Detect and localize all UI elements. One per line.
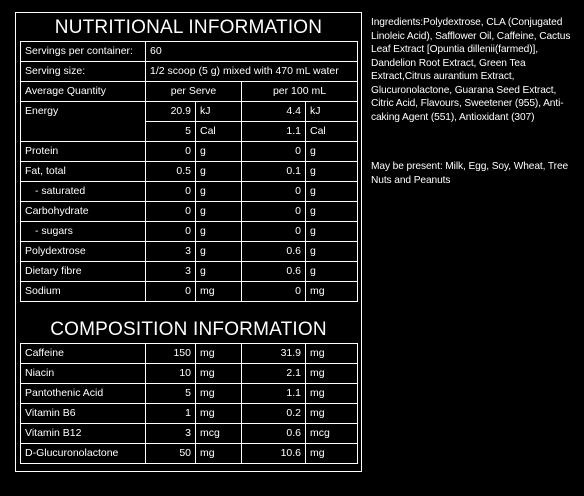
nutrient-serve: 3 (146, 242, 196, 262)
compound-per100: 10.6 (242, 444, 306, 464)
nutrient-label: - sugars (21, 222, 146, 242)
compound-label: Pantothenic Acid (21, 384, 146, 404)
compound-per100: 0.2 (242, 404, 306, 424)
nutrient-per100: 0 (242, 222, 306, 242)
nutrient-unit: g (196, 142, 242, 162)
compound-per100: 2.1 (242, 364, 306, 384)
compound-unit: mg (196, 384, 242, 404)
table-row (21, 344, 358, 364)
compound-label: D-Glucuronolactone (21, 444, 146, 464)
nutrition-title: NUTRITIONAL INFORMATION (54, 17, 323, 38)
compound-unit-100: mg (306, 404, 358, 424)
table-row (21, 202, 358, 222)
nutrient-unit-100: g (306, 182, 358, 202)
energy-cal-unit: Cal (196, 122, 242, 142)
compound-serve: 50 (146, 444, 196, 464)
header-row (21, 82, 358, 102)
nutrient-unit-100: mg (306, 282, 358, 302)
nutrient-serve: 0 (146, 202, 196, 222)
nutrient-unit: g (196, 182, 242, 202)
compound-label: Niacin (21, 364, 146, 384)
nutrient-unit-100: g (306, 222, 358, 242)
nutrient-per100: 0 (242, 282, 306, 302)
nutrient-per100: 0 (242, 202, 306, 222)
compound-serve: 1 (146, 404, 196, 424)
nutrient-unit-100: g (306, 202, 358, 222)
energy-kj-unit: kJ (196, 102, 242, 122)
table-row (21, 242, 358, 262)
nutrient-per100: 0 (242, 182, 306, 202)
compound-unit-100: mg (306, 344, 358, 364)
table-row (21, 384, 358, 404)
energy-cal-unit-100: Cal (306, 122, 358, 142)
ingredients-text: Ingredients:Polydextrose, CLA (Conjugated Linoleic Acid), Safflower Oil, Caffeine, Cactus Leaf Extract [Opuntia dillenii(farmed)], Dandelion Root Extract, Green Tea Extract,Citrus aurantium Extract, Glucuronolactone, Guarana Seed Extract, Citric Acid, Flavours, Sweetener (955), Anti-caking Agent (551), Antioxidant (307) (371, 17, 571, 123)
servings-label: Servings per container: (21, 42, 146, 62)
servings-value: 60 (146, 42, 358, 62)
nutrient-unit: g (196, 262, 242, 282)
serving-size-label: Serving size: (21, 62, 146, 82)
compound-unit: mg (196, 344, 242, 364)
servings-row (21, 42, 358, 62)
nutrient-label: Sodium (21, 282, 146, 302)
table-row (21, 364, 358, 384)
energy-cal-100: 1.1 (242, 122, 306, 142)
nutrient-serve: 0 (146, 182, 196, 202)
composition-table (20, 343, 358, 464)
table-row (21, 404, 358, 424)
energy-label: Energy (21, 102, 146, 142)
table-row (21, 424, 358, 444)
nutrient-label: Carbohydrate (21, 202, 146, 222)
compound-unit: mg (196, 404, 242, 424)
nutrient-label: Protein (21, 142, 146, 162)
nutrition-table (20, 41, 358, 302)
per-100-header: per 100 mL (242, 82, 358, 102)
compound-unit-100: mg (306, 384, 358, 404)
energy-kj-unit-100: kJ (306, 102, 358, 122)
nutrient-unit: g (196, 242, 242, 262)
nutrient-unit-100: g (306, 262, 358, 282)
table-row (21, 162, 358, 182)
compound-unit-100: mcg (306, 424, 358, 444)
compound-per100: 0.6 (242, 424, 306, 444)
nutrient-per100: 0 (242, 142, 306, 162)
compound-label: Vitamin B6 (21, 404, 146, 424)
serving-size-row (21, 62, 358, 82)
compound-unit: mg (196, 364, 242, 384)
avg-quantity-label: Average Quantity (21, 82, 146, 102)
serving-size-value: 1/2 scoop (5 g) mixed with 470 mL water (146, 62, 358, 82)
nutrient-per100: 0.6 (242, 242, 306, 262)
nutrient-serve: 0 (146, 282, 196, 302)
table-row (21, 142, 358, 162)
energy-row-kj (21, 102, 358, 122)
compound-unit: mcg (196, 424, 242, 444)
energy-cal-serve: 5 (146, 122, 196, 142)
composition-title: COMPOSITION INFORMATION (50, 319, 327, 340)
compound-label: Caffeine (21, 344, 146, 364)
nutrient-unit: g (196, 222, 242, 242)
nutrient-unit-100: g (306, 242, 358, 262)
compound-serve: 5 (146, 384, 196, 404)
nutrient-unit: mg (196, 282, 242, 302)
nutrient-label: Polydextrose (21, 242, 146, 262)
table-row (21, 444, 358, 464)
nutrient-serve: 0 (146, 222, 196, 242)
compound-unit: mg (196, 444, 242, 464)
nutrient-label: Fat, total (21, 162, 146, 182)
nutrient-serve: 0 (146, 142, 196, 162)
nutrient-unit: g (196, 202, 242, 222)
nutrient-serve: 3 (146, 262, 196, 282)
energy-kj-serve: 20.9 (146, 102, 196, 122)
compound-per100: 31.9 (242, 344, 306, 364)
compound-serve: 150 (146, 344, 196, 364)
nutrient-label: - saturated (21, 182, 146, 202)
nutrient-label: Dietary fibre (21, 262, 146, 282)
compound-unit-100: mg (306, 444, 358, 464)
table-row (21, 282, 358, 302)
nutrient-unit: g (196, 162, 242, 182)
table-row (21, 222, 358, 242)
per-serve-header: per Serve (146, 82, 242, 102)
nutrition-panel (15, 12, 362, 472)
nutrient-unit-100: g (306, 162, 358, 182)
nutrient-per100: 0.1 (242, 162, 306, 182)
nutrient-per100: 0.6 (242, 262, 306, 282)
table-row (21, 262, 358, 282)
nutrient-unit-100: g (306, 142, 358, 162)
compound-label: Vitamin B12 (21, 424, 146, 444)
compound-unit-100: mg (306, 364, 358, 384)
nutrient-serve: 0.5 (146, 162, 196, 182)
energy-kj-100: 4.4 (242, 102, 306, 122)
compound-per100: 1.1 (242, 384, 306, 404)
allergens-text: May be present: Milk, Egg, Soy, Wheat, Tree Nuts and Peanuts (371, 161, 569, 186)
compound-serve: 3 (146, 424, 196, 444)
table-row (21, 182, 358, 202)
compound-serve: 10 (146, 364, 196, 384)
